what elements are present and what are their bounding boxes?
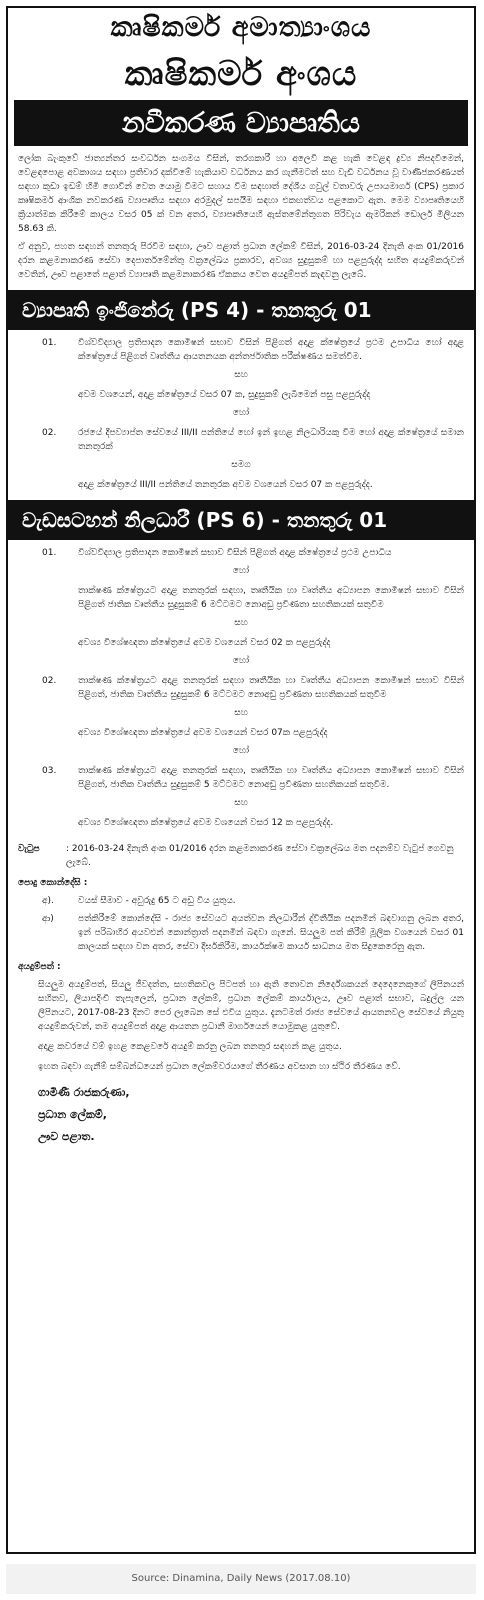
connector-with: සමග (231, 460, 251, 470)
connector-or: හෝ (232, 566, 250, 576)
item-text: තාක්ෂණ ක්ෂේත්‍රයට අදාළ තනතුරක් සඳහා, තෘතීයික හා වෘත්තීය අධ්‍යාපන කොමිෂන් සභාව විසින් පිළිගත්, ජාතික වෘත්තීය සුදුසුකම් 5 මට්ටමට නොඅඩු ප්‍රවීණතා සහතිකයක් සතුවීම. (78, 766, 464, 790)
applications-paragraph-3: ඉහත බඳවා ගැනීම් සම්බන්ධයෙන් ප්‍රධාන ලේකම්වරයාගේ තීරණය අවසාන හා ස්ථිර තීරණය වේ. (38, 1062, 401, 1072)
item-text: විශ්වවිද්‍යාල ප්‍රතිපාදන කොමිෂන් සභාව විසින් පිළිගත් අදාළ ක්ෂේත්‍රයේ ප්‍රථම උපාධිය (78, 548, 392, 558)
applications-label: අයදුම්පත් : (18, 962, 61, 972)
salary-label: වැටුප (18, 844, 40, 854)
connector-and: සහ (234, 370, 248, 380)
signatory-title: ප්‍රධාන ලේකම්, (38, 1108, 107, 1121)
item-number: 02. (42, 676, 57, 686)
connector-and: සහ (234, 798, 248, 808)
item-subtext: අවශ්‍ය විශේෂඥතා ක්ෂේත්‍රයේ අවම වශයෙන් වසර 12 ක පළපුරුද්ද. (78, 818, 334, 828)
applications-paragraph-2: අදාළ කවරයේ වම් ඉහළ කෙළවරේ අයදුම් කරනු ලබන තනතුර සඳහන් කළ යුතුය. (38, 1042, 342, 1052)
item-subtext: අවශ්‍ය විශේෂඥතා ක්ෂේත්‍රයේ අවම වශයෙන් වසර 07ක පළපුරුද්ද (78, 728, 328, 738)
signatory-name: ගාමිණී රාජකරුණා, (38, 1086, 130, 1099)
salary-row (18, 842, 464, 870)
requirement-item (18, 336, 464, 364)
requirement-item (18, 674, 464, 702)
connector-or: හෝ (232, 656, 250, 666)
item-number: 03. (42, 766, 57, 776)
condition-label: ආ) (42, 914, 54, 924)
connector-and: සහ (234, 708, 248, 718)
item-subtext: අවම වශයෙන්, අදාළ ක්ෂේත්‍රයේ වසර 07 ක, සුදුසුකම් ලැබීමෙන් පසු පළපුරුද්ද (78, 390, 371, 400)
item-text: තාක්ෂණ ක්ෂේත්‍රයට අදාළ තනතුරක් සඳහා තෘතීයික හා වෘත්තීය අධ්‍යාපන කොමිෂන් සභාව විසින් පිළිගත්, ජාතික වෘත්තීය සුදුසුකම් 6 මට්ටමට නොඅඩු ප්‍රවීණතා සහතිකයක් සතුවීම (78, 676, 464, 700)
connector-or: හෝ (232, 408, 250, 418)
section-program-officer (8, 540, 474, 830)
item-number: 01. (42, 548, 57, 558)
signature-block (38, 1082, 464, 1148)
requirement-item (18, 764, 464, 792)
condition-item (18, 912, 464, 954)
section-header-project-engineer: ව්‍යාපෘති ඉංජිනේරු (PS 4) - තනතුරු 01 (8, 290, 474, 330)
item-number: 01. (42, 338, 57, 348)
item-alt-text: තාක්ෂණ ක්ෂේත්‍රයට අදාළ තනතුරක් සඳහා, තෘතීයික හා වෘත්තීය අධ්‍යාපන කොමිෂන් සභාව විසින් පිළිගත් ජාතික වෘත්තීය සුදුසුකම් 6 මට්ටමට නොඅඩු ප්‍රවීණතා සහතිකයක් සතුවීම (78, 586, 464, 610)
condition-item (18, 894, 464, 908)
item-subtext: අදාළ ක්ෂේත්‍රයේ III/II පන්තියේ තනතුරක අවම වශයෙන් වසර 07 ක පළපුරුද්ද. (78, 480, 373, 490)
project-banner: නවීකරණ ව්‍යාපෘතිය (14, 100, 468, 146)
condition-text: වයස් සීමාව - අවුරුදු 65 ට අඩු විය යුතුය. (78, 896, 236, 906)
section-project-engineer (8, 330, 474, 492)
intro-text (18, 152, 464, 282)
intro-paragraph-2: ඒ අනුව, පහත සඳහන් තනතුරු පිරවීම සඳහා, ඌව පළාත් ප්‍රධාන ලේකම් විසින්, 2016-03-24 දිනැති අංක 01/2016 දරන කළමනාකරණ සේවා දෙපාර්තමේන්තු වක්‍රලේඛය ප්‍රකාරව, අවශ්‍ය සුදුසුකම් හා පළපුරුද්ද සහිත අයදුම්කරුවන් වෙතින්, ඌව පළාතේ පළාත් ව්‍යාපෘති කළමනාකරණ ඒකකය වෙත අයදුම්පත් කැඳවනු ලැබේ. (18, 242, 464, 280)
item-number: 02. (42, 428, 57, 438)
condition-text: පත්කිරීමේ කොන්දේසි - රාජ්‍ය සේවයට අයත්වන නිලධාරීන් ද්විතීයික පදනමින් බඳවාගනු ලබන අතර, ඉන් පරිබාහිර අයවළුන් කොන්ත්‍රාත් පදනමින් බඳවා ගැනේ. සියලුම පත් කිරීම් මූලික වශයෙන් වසර 01 කාලයක් සඳහා වන අතර, සේවා දීර්ඝකිරීම, කාර්යක්ෂම කාර්ය සාධනය මත සිදුකෙරෙනු ඇත. (78, 914, 464, 952)
salary-text: : 2016-03-24 දිනැති අංක 01/2016 දරන කළමනාකරණ සේවා චක්‍රලේඛය මත පදනම්ව වැටුප් ගෙවනු ලැබේ. (66, 844, 454, 868)
section-header-program-officer: වැඩසටහන් නිලධාරී (PS 6) - තනතුරු 01 (8, 500, 474, 540)
source-caption: Source: Dinamina, Daily News (2017.08.10) (6, 1564, 476, 1594)
applications-paragraph-1: සියලුම අයදුම්පත්, සියලු ජීවදත්ත, සහතිකවල පිටපත් හා ඇති තොවන නිර්දේශකයන් දෙදෙනෙකුගේ ලිපිනයන් සහිතව, ලියාපදිංචි තැපැලෙන්, ප්‍රධාන ලේකම්, ප්‍රධාන ලේකම් කාර්යාලය, ඌව පළාත් සභාව, බදුල්ල යන ලිපිනයට, 2017-08-23 දිනට පෙර ලැබෙන සේ එවිය යුතුය. දැනටමත් රාජ්‍ය සේවයේ ආයතනවල සේවයේ නියුතු අයදුම්කරුවන්, තම අයදුම්පත් අදාළ ආයතන ප්‍රධානී මාර්ගයෙන් යොමුකළ යුතුවේ. (38, 980, 464, 1032)
connector-or: හෝ (232, 746, 250, 756)
advertisement-frame (6, 6, 476, 1554)
requirement-item (18, 426, 464, 454)
requirement-item (18, 546, 464, 560)
general-conditions-label: පොදු කොන්දේසි : (18, 878, 88, 888)
intro-paragraph-1: ලෝක බැංකුවේ ජාත්‍යන්තර සංවර්ධන සංගමය විසින්, තරගකාරී හා අලෙවි කළ හැකි වෙළඳ ද්‍රව්‍ය නිපදවීමෙන්, වෙළඳපොළ අවකාශය සඳහා ප්‍රතිචාර දක්වීමේ හැකියාව වර්ධනය කර ගැනීමටත් සහ වැඩි වර්ධනය වූ වාණිජකරණයත් සඳහා කුඩා ඉඩම් හිමි ගොවීන් වෙත යොමු වීමට සහාය වීම සඳහාත් දේශීය ගවුල් වතාවරු උපායමාර්ග (CPS) ප්‍රකාර කෘෂිකර්ම ආංශික නවකරණ ව්‍යාපෘතිය සඳහා අරමුදල් සපයීම සඳහා එකඟත්වය පළකොට ඇත. මෙම ව්‍යාපෘතියෙහි ක්‍රියාත්මක කිරීමේ කාලය වසර 05 ක් වන අතර, ව්‍යාපෘතියෙහි ඇස්තමේන්තුගත පිරිවැය ඇමරිකන් ඩොලර් මිලියන 58.63 කි. (18, 154, 464, 234)
connector-and: සහ (234, 618, 248, 628)
condition-label: අ). (42, 896, 54, 906)
ministry-title: කෘෂිකර්ම අමාත්‍යාංශය (110, 12, 372, 43)
signatory-office: ඌව පළාත. (38, 1130, 95, 1143)
item-text: රජයේ දීපව්‍යාප්ත සේවයේ III/II පන්තියේ හෝ ඉන් ඉහළ නිලධාරියකු වීම හෝ අදාළ ක්ෂේත්‍රයේ සමාන තනතුරක් (78, 428, 464, 452)
department-title: කෘෂිකර්ම අංශය (124, 54, 358, 94)
item-text: විශ්වවිද්‍යාල ප්‍රතිපාදන කොමිෂන් සභාව විසින් පිළිගත් අදාළ ක්ෂේත්‍රයේ ප්‍රථම උපාධිය හෝ අදාළ ක්ෂේත්‍රයේ පිළිගත් වෘත්තීය ආයතනයක අන්තර්ජාතික පරීක්ෂණය සමත්වීම. (78, 338, 464, 362)
item-subtext: අවශ්‍ය විශේෂඥතා ක්ෂේත්‍රයේ අවම වශයෙන් වසර 02 ක පළපුරුද්ද (78, 638, 331, 648)
notes-section (8, 834, 474, 1148)
